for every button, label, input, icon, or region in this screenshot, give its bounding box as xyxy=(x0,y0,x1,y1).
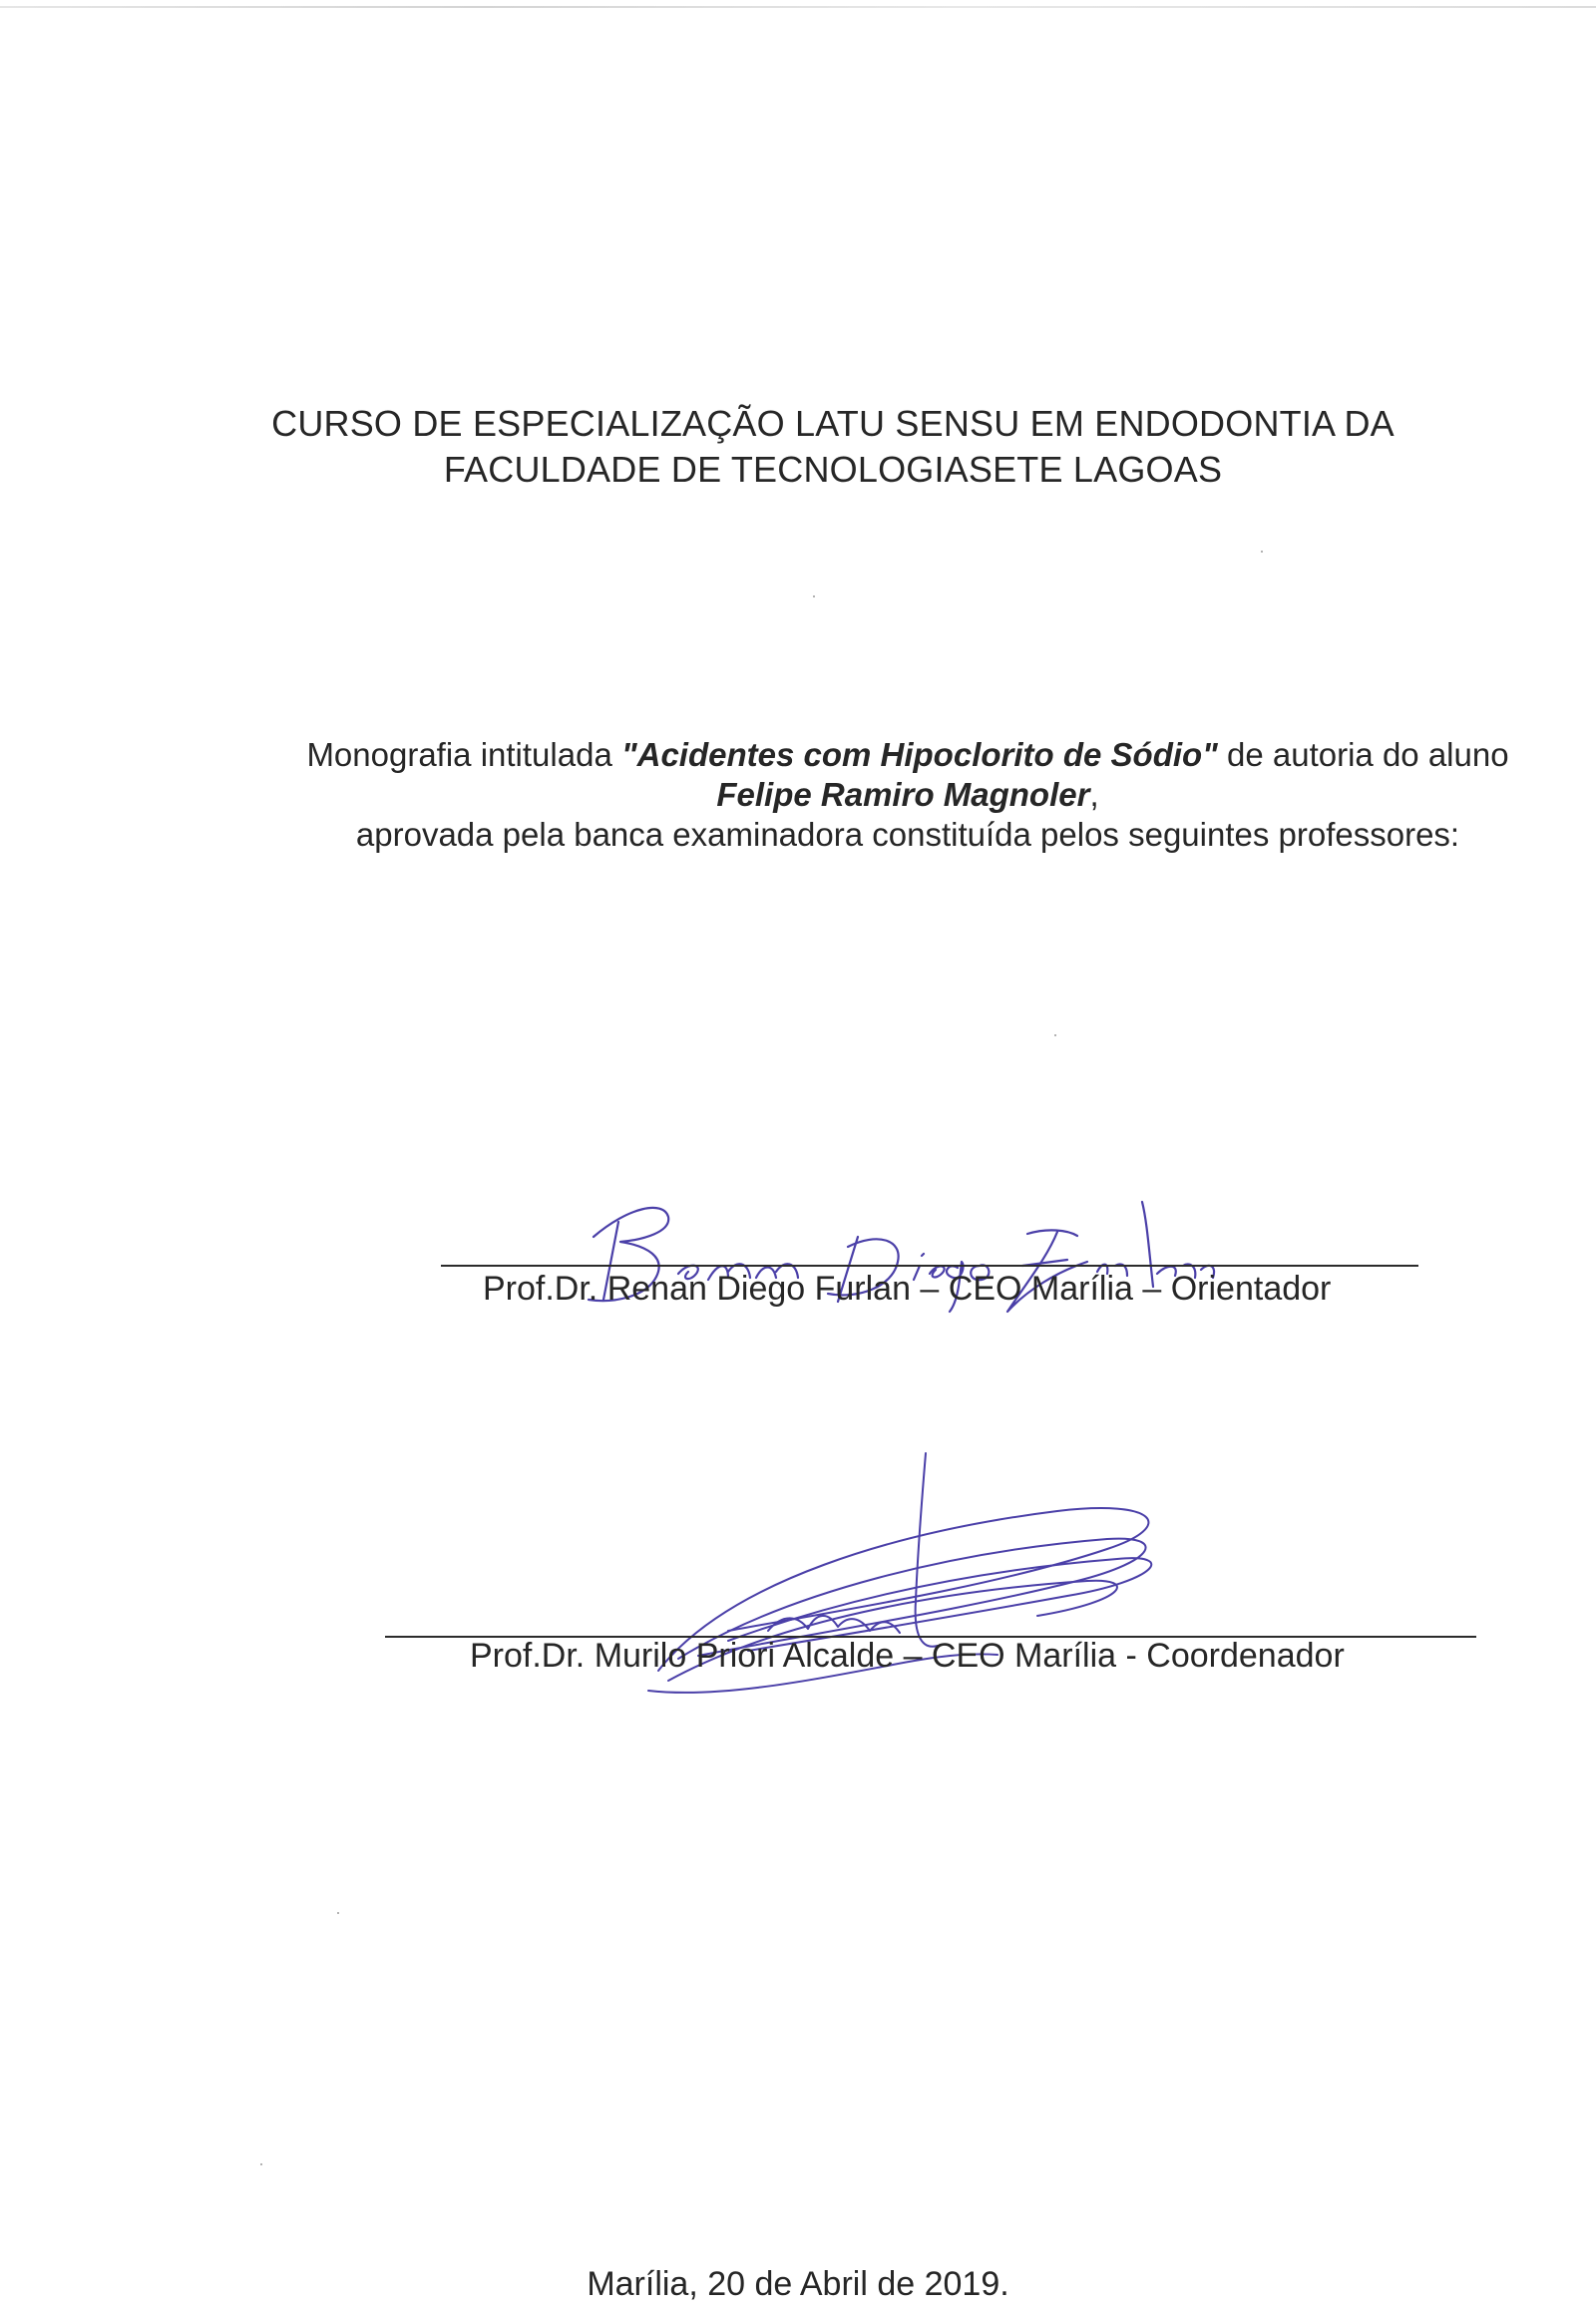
statement-line-1 xyxy=(229,735,1586,775)
approval-statement xyxy=(229,735,1586,855)
statement-line-3: aprovada pela banca examinadora constituída pelos seguintes professores: xyxy=(355,816,1460,853)
caption-coordenador: Prof.Dr. Murilo Priori Alcalde – CEO Marília - Coordenador xyxy=(470,1637,1345,1675)
scan-speck xyxy=(813,595,815,597)
scan-speck xyxy=(1054,1034,1056,1036)
statement-middle: de autoria do aluno xyxy=(1217,736,1509,773)
student-name: Felipe Ramiro Magnoler xyxy=(716,776,1090,813)
scan-speck xyxy=(260,2163,262,2165)
document-title xyxy=(200,401,1466,493)
signature-line-orientador xyxy=(441,1265,1418,1267)
statement-line-2 xyxy=(229,775,1586,815)
title-line-2: FACULDADE DE TECNOLOGIASETE LAGOAS xyxy=(443,449,1223,490)
caption-orientador: Prof.Dr. Renan Diego Furlan – CEO Marília – Orientador xyxy=(483,1270,1332,1308)
statement-comma: , xyxy=(1089,776,1099,813)
work-title: "Acidentes com Hipoclorito de Sódio" xyxy=(620,736,1218,773)
title-line-1: CURSO DE ESPECIALIZAÇÃO LATU SENSU EM ENDODONTIA DA xyxy=(271,403,1395,444)
statement-prefix: Monografia intitulada xyxy=(306,736,621,773)
scan-edge xyxy=(0,6,1596,8)
place-date: Marília, 20 de Abril de 2019. xyxy=(587,2265,1009,2303)
signature-orientador xyxy=(559,1162,1217,1342)
scan-speck xyxy=(1261,551,1263,553)
scan-speck xyxy=(337,1912,339,1914)
